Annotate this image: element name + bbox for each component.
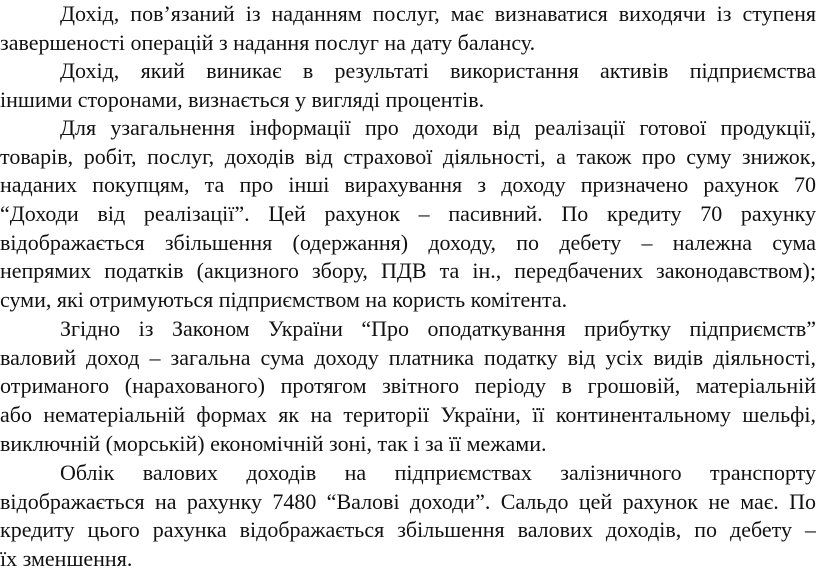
text-line: Дохід, пов’язаний із наданням послуг, має визнаватися виходячи із ступеня (60, 1, 816, 26)
text-line: валовий доход – загальна сума доходу платника податку від усіх видів діяльності, (0, 344, 816, 370)
text-line: відображається збільшення (одержання) доходу, по дебету – належна сума (0, 229, 816, 255)
text-line: їх зменшення. (0, 546, 133, 572)
text-line: товарів, робіт, послуг, доходів від страхової діяльності, а також про суму знижок, (0, 143, 816, 169)
text-line: отриманого (нарахованого) протягом звітного періоду в грошовій, матеріальній (0, 373, 816, 399)
text-line: Дохід, який виникає в результаті використання активів підприємства (60, 58, 816, 83)
text-line: виключній (морській) економічній зоні, так і за її межами. (0, 430, 547, 456)
text-line: Для узагальнення інформації про доходи від реалізації готової продукції, (60, 115, 816, 140)
paragraph-account-7480 (0, 459, 816, 574)
text-line: непрямих податків (акцизного збору, ПДВ та ін., передбачених законодавством); (0, 258, 816, 284)
paragraph-interest-income (0, 57, 816, 114)
text-line: Згідно із Законом України “Про оподаткування прибутку підприємств” (60, 316, 816, 341)
paragraph-gross-income-law (0, 315, 816, 458)
text-line: іншими сторонами, визнається у вигляді процентів. (0, 86, 485, 112)
text-line: завершеності операцій з надання послуг на дату балансу. (0, 29, 536, 55)
paragraph-service-income (0, 0, 816, 57)
text-line: “Доходи від реалізації”. Цей рахунок – пасивний. По кредиту 70 рахунку (0, 201, 816, 227)
text-line: наданих покупцям, та про інші вирахування з доходу призначено рахунок 70 (0, 172, 816, 198)
text-line: суми, які отримуються підприємством на користь комітента. (0, 287, 568, 313)
text-line: кредиту цього рахунка відображається збільшення валових доходів, по дебету – (0, 517, 816, 543)
text-line: Облік валових доходів на підприємствах залізничного транспорту (60, 460, 816, 485)
text-line: відображається на рахунку 7480 “Валові доходи”. Сальдо цей рахунок не має. По (0, 488, 816, 514)
text-line: або нематеріальній формах як на території України, її континентальному шельфі, (0, 402, 816, 428)
paragraph-account-70 (0, 114, 816, 315)
